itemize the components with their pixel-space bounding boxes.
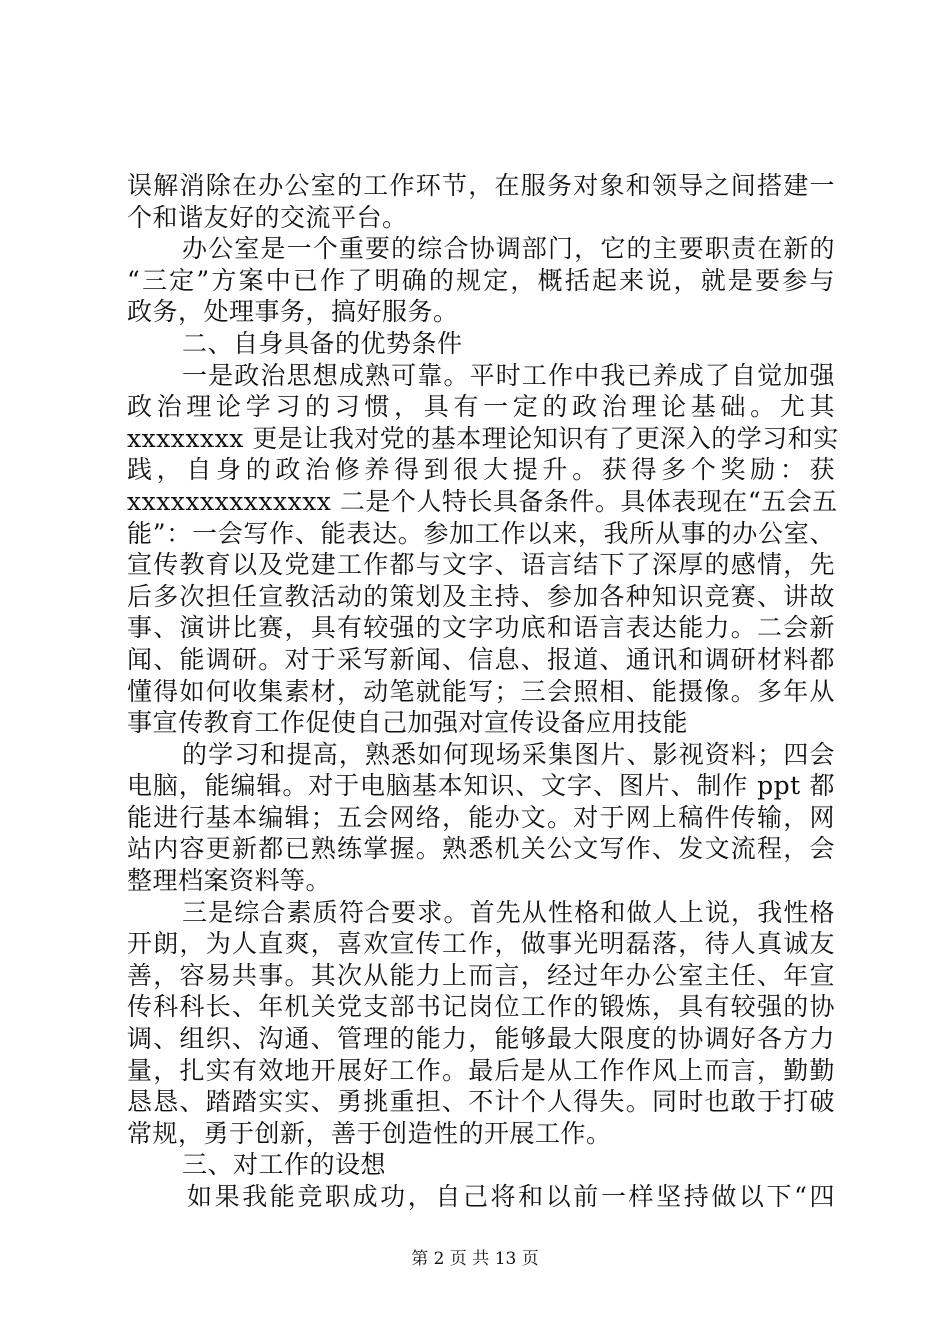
text-line: 闻、能调研。对于采写新闻、信息、报道、通讯和调研材料都 <box>127 644 835 674</box>
text-line: 常规，勇于创新，善于创造性的开展工作。 <box>127 1118 612 1148</box>
text-line: 宣传教育以及党建工作都与文字、语言结下了深厚的感情，先 <box>127 550 835 580</box>
text-line: 办公室是一个重要的综合协调部门，它的主要职责在新的 <box>182 234 835 264</box>
section-heading: 三、对工作的设想 <box>182 1150 387 1180</box>
text-line: 能”：一会写作、能表达。参加工作以来，我所从事的办公室、 <box>127 518 835 548</box>
text-line: 如果我能竞职成功，自己将和以前一样坚持做以下“四 <box>187 1182 835 1211</box>
text-line: 懂得如何收集素材，动笔就能写；三会照相、能摄像。多年从 <box>127 676 835 706</box>
text-line: 践，自身的政治修养得到很大提升。获得多个奖励：获 <box>127 455 835 485</box>
document-body <box>127 170 839 1213</box>
text-line: 能进行基本编辑；五会网络，能办文。对于网上稿件传输，网 <box>127 802 835 832</box>
text-line: 三是综合素质符合要求。首先从性格和做人上说，我性格 <box>182 897 835 927</box>
text-line: 政治理论学习的习惯，具有一定的政治理论基础。尤其 <box>127 392 835 422</box>
text-line: 站内容更新都已熟练掌握。熟悉机关公文写作、发文流程，会 <box>127 834 835 864</box>
text-line: “三定”方案中已作了明确的规定，概括起来说，就是要参与 <box>127 265 835 295</box>
section-heading: 二、自身具备的优势条件 <box>182 328 463 358</box>
text-line: 调、组织、沟通、管理的能力，能够最大限度的协调好各方力 <box>127 1024 835 1054</box>
text-line: 恳恳、踏踏实实、勇挑重担、不计个人得失。同时也敢于打破 <box>127 1087 835 1117</box>
text-line: 个和谐友好的交流平台。 <box>127 202 408 232</box>
text-line: xxxxxxxxxxxxxx 二是个人特长具备条件。具体表现在“五会五 <box>127 486 838 516</box>
text-line: 量，扎实有效地开展好工作。最后是从工作作风上而言，勤勤 <box>127 1055 835 1085</box>
text-line: 事宣传教育工作促使自己加强对宣传设备应用技能 <box>127 708 689 738</box>
text-line: 电脑，能编辑。对于电脑基本知识、文字、图片、制作 ppt 都 <box>127 771 835 801</box>
text-line: 后多次担任宣教活动的策划及主持、参加各种知识竞赛、讲故 <box>127 581 835 611</box>
text-line: xxxxxxxx 更是让我对党的基本理论知识有了更深入的学习和实 <box>127 423 839 453</box>
text-line: 善，容易共事。其次从能力上而言，经过年办公室主任、年宣 <box>127 960 835 990</box>
text-line: 整理档案资料等。 <box>127 866 332 896</box>
text-line: 事、演讲比赛，具有较强的文字功底和语言表达能力。二会新 <box>127 613 835 643</box>
text-line: 传科科长、年机关党支部书记岗位工作的锻炼，具有较强的协 <box>127 992 835 1022</box>
text-line: 的学习和提高，熟悉如何现场采集图片、影视资料；四会 <box>182 739 835 769</box>
text-line: 一是政治思想成熟可靠。平时工作中我已养成了自觉加强 <box>182 360 835 390</box>
text-line: 误解消除在办公室的工作环节，在服务对象和领导之间搭建一 <box>127 171 835 200</box>
text-line: 开朗，为人直爽，喜欢宣传工作，做事光明磊落，待人真诚友 <box>127 929 835 959</box>
text-line: 政务，处理事务，搞好服务。 <box>127 297 459 327</box>
page-number: 第 2 页 共 13 页 <box>411 1249 539 1269</box>
